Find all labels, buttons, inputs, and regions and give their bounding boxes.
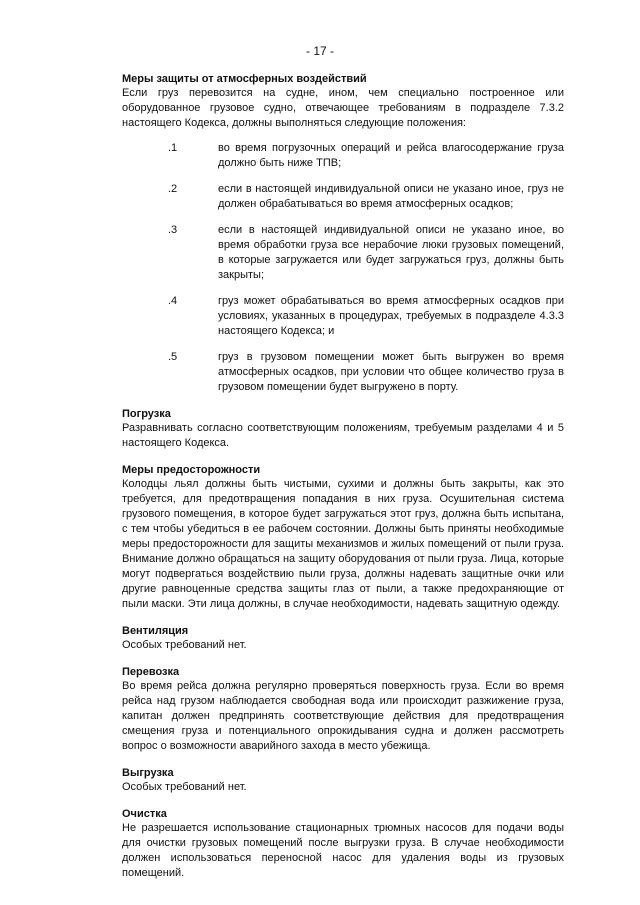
section-ventilation: [122, 624, 564, 653]
list-item: [122, 182, 564, 212]
section-heading: Очистка: [122, 808, 167, 820]
section-heading: Вентиляция: [122, 625, 189, 637]
section-heading: Меры защиты от атмосферных воздействий: [122, 73, 367, 85]
section-precautions: [122, 463, 564, 612]
list-item-text: груз может обрабатываться во время атмосферных осадков при условиях, указанных в процедурах, требуемых в подразделе 4.3.3 настоящего Кодекса; и: [218, 295, 564, 337]
list-item-number: .4: [168, 295, 178, 307]
section-loading: [122, 407, 564, 451]
section-weather-precautions: [122, 72, 564, 395]
section-text: Не разрешается использование стационарных трюмных насосов для подачи воды для очистки грузовых помещений после выгрузки груза. В случае необходимости должен использоваться переносной насос для удаления воды из грузовых помещений.: [122, 822, 564, 879]
section-text: Колодцы льял должны быть чистыми, сухими и должны быть закрыты, как это требуется, для предотвращения попадания в них груза. Осушительная система грузового помещения, в которое будет загружаться этот груз, должна быть испытана, с тем чтобы убедиться в ее рабочем состоянии. Должны быть приняты необходимые меры предосторожности для защиты механизмов и жилых помещений от пыли груза. Внимание должно обращаться на защиту оборудования от пыли груза. Лица, которые могут подвергаться воздействию пыли груза, должны надевать защитные очки или другие равноценные средства защиты глаз от пыли, а также предохраняющие от пыли маски. Эти лица должны, в случае необходимости, надевать защитную одежду.: [122, 478, 564, 610]
section-heading: Меры предосторожности: [122, 464, 261, 476]
list-item-text: если в настоящей индивидуальной описи не указано иное, во время обработки груза все нерабочие люки грузовых помещений, в которые загружается или будет загружаться груз, должны быть закрыты;: [218, 224, 564, 281]
section-text: Особых требований нет.: [122, 639, 247, 651]
list-item: [122, 294, 564, 339]
list-item-number: .5: [168, 351, 178, 363]
list-item-number: .2: [168, 183, 178, 195]
list-item: [122, 141, 564, 171]
page-number: - 17 -: [305, 44, 334, 58]
section-text: Если груз перевозится на судне, ином, чем специально построенное или оборудованное грузовое судно, отвечающее требованиям в подразделе 7.3.2 настоящего Кодекса, должны выполняться следующие положения:: [122, 87, 564, 129]
list-item-text: во время погрузочных операций и рейса влагосодержание груза должно быть ниже ТПВ;: [218, 142, 564, 169]
section-text: Особых требований нет.: [122, 781, 247, 793]
list-item-text: если в настоящей индивидуальной описи не указано иное, груз не должен обрабатываться во время атмосферных осадков;: [218, 183, 564, 210]
list-item-number: .3: [168, 224, 178, 236]
section-discharge: [122, 766, 564, 795]
section-heading: Погрузка: [122, 408, 171, 420]
section-text: Во время рейса должна регулярно проверяться поверхность груза. Если во время рейса над грузом наблюдается свободная вода или происходит разжижение груза, капитан должен предпринять соответствующие действия для предотвращения смещения груза и потенциального опрокидывания судна и должен рассмотреть вопрос о возможности аварийного захода в место убежища.: [122, 680, 564, 752]
list-item: [122, 350, 564, 395]
section-heading: Выгрузка: [122, 767, 174, 779]
document-body: [122, 72, 564, 893]
section-carriage: [122, 665, 564, 754]
list-item-number: .1: [168, 142, 178, 154]
provisions-list: [122, 141, 564, 395]
section-text: Разравнивать согласно соответствующим положениям, требуемым разделами 4 и 5 настоящего Кодекса.: [122, 422, 564, 449]
list-item: [122, 223, 564, 283]
section-clean-up: [122, 807, 564, 881]
section-heading: Перевозка: [122, 666, 180, 678]
list-item-text: груз в грузовом помещении может быть выгружен во время атмосферных осадков, при условии что общее количество груза в грузовом помещении будет выгружено в порту.: [218, 351, 564, 393]
